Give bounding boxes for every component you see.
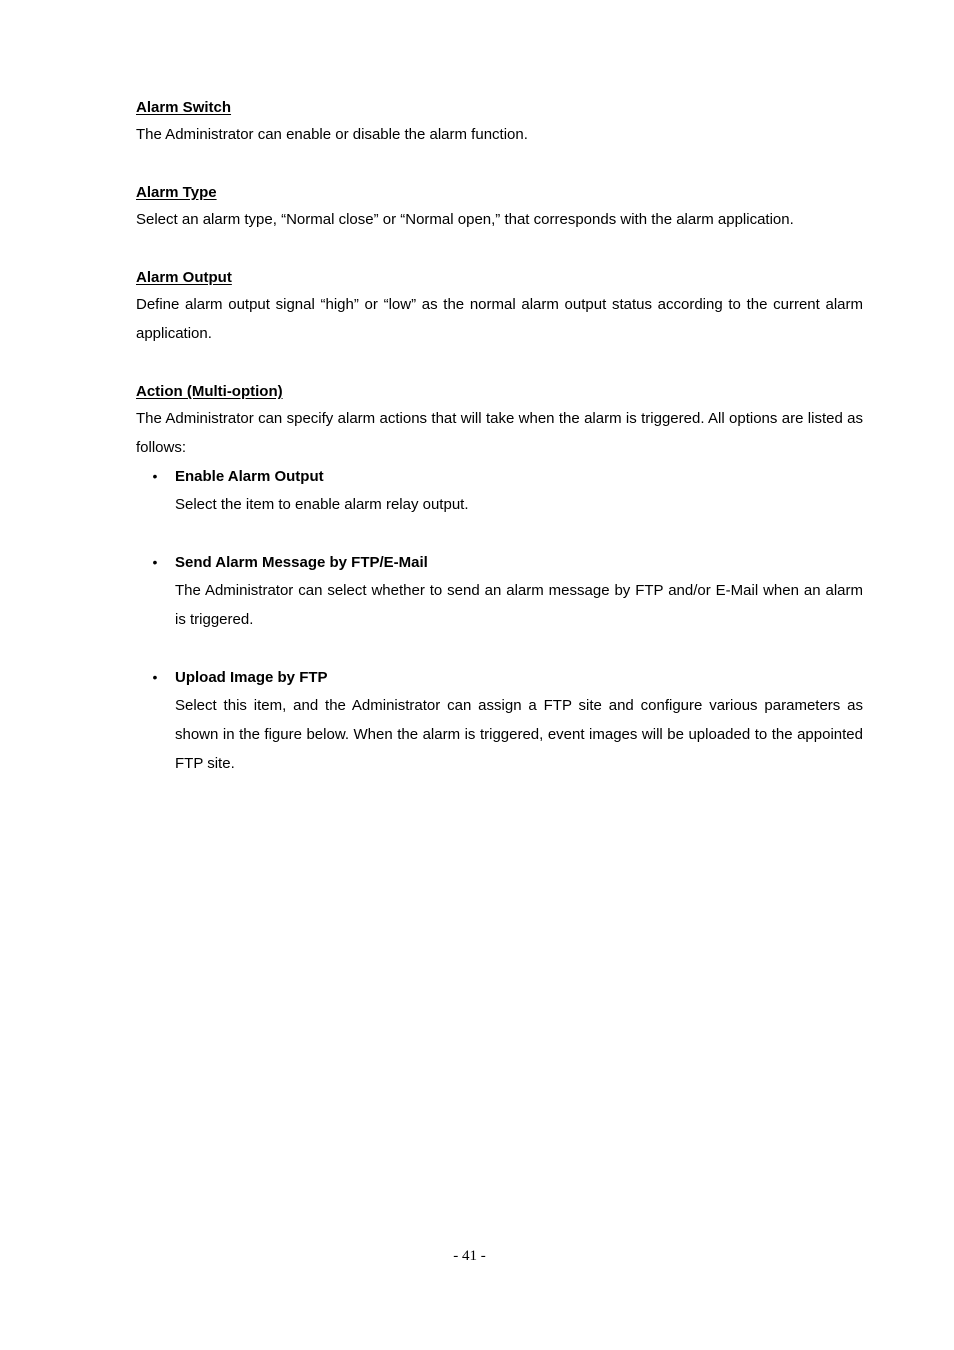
- bullet-icon: •: [152, 669, 158, 685]
- list-item-title: Send Alarm Message by FTP/E-Mail: [175, 554, 428, 571]
- document-body: [136, 93, 863, 778]
- section-alarm-output: [136, 263, 863, 348]
- section-action-multi-option: [136, 377, 863, 778]
- section-heading: Action (Multi-option): [136, 383, 283, 400]
- bullet-icon: •: [152, 554, 158, 570]
- section-paragraph: Define alarm output signal “high” or “low” as the normal alarm output status according to the current alarm application.: [136, 296, 863, 342]
- list-item-title: Upload Image by FTP: [175, 669, 328, 686]
- page-number: - 41 -: [453, 1248, 486, 1264]
- section-paragraph: Select an alarm type, “Normal close” or “Normal open,” that corresponds with the alarm application.: [136, 211, 794, 228]
- section-alarm-type: [136, 178, 863, 234]
- section-heading: Alarm Output: [136, 269, 232, 286]
- bullet-icon: •: [152, 468, 158, 484]
- section-paragraph: The Administrator can specify alarm actions that will take when the alarm is triggered. All options are listed as follows:: [136, 410, 863, 456]
- list-item-description: The Administrator can select whether to send an alarm message by FTP and/or E-Mail when an alarm is triggered.: [175, 582, 863, 628]
- section-paragraph: The Administrator can enable or disable the alarm function.: [136, 126, 528, 143]
- list-item-upload-image-ftp: [136, 663, 863, 778]
- section-alarm-switch: [136, 93, 863, 149]
- section-heading: Alarm Type: [136, 184, 217, 201]
- list-item-send-alarm-message: [136, 548, 863, 634]
- list-item-title: Enable Alarm Output: [175, 468, 324, 485]
- list-item-enable-alarm-output: [136, 462, 863, 519]
- list-item-description: Select the item to enable alarm relay output.: [175, 496, 469, 513]
- section-heading: Alarm Switch: [136, 99, 232, 116]
- action-options-list: [136, 462, 863, 778]
- list-item-description: Select this item, and the Administrator can assign a FTP site and configure various parameters as shown in the figure below. When the alarm is triggered, event images will be uploaded to the appointed FTP site.: [175, 697, 863, 772]
